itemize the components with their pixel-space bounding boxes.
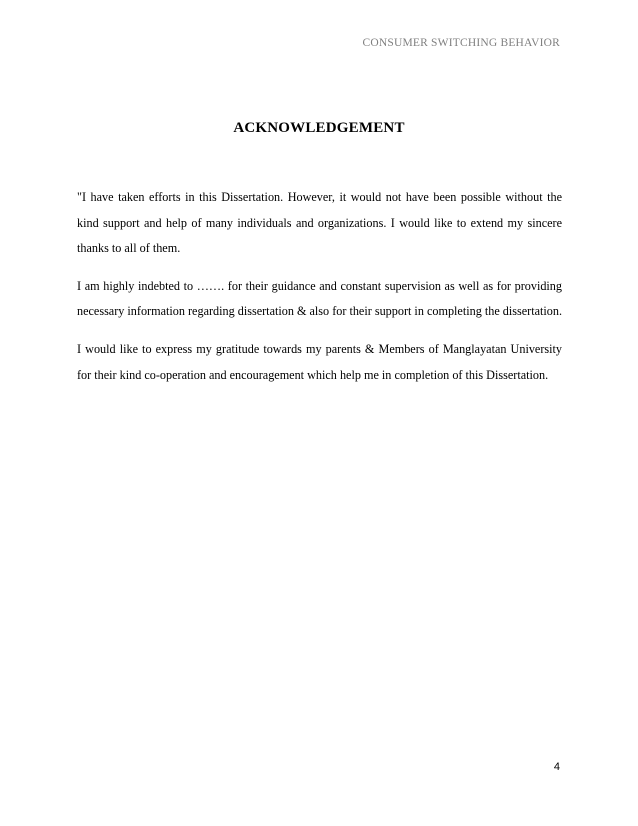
running-header: CONSUMER SWITCHING BEHAVIOR [362,37,560,49]
body-text [77,185,562,400]
paragraph: I would like to express my gratitude towards my parents & Members of Manglayatan University for their kind co-operation and encouragement which help me in completion of this Dissertation. [77,341,562,382]
paragraph: "I have taken efforts in this Dissertation. However, it would not have been possible without the kind support and help of many individuals and organizations. I would like to extend my sincere thanks to all of them. [77,190,562,256]
page-title: ACKNOWLEDGEMENT [233,120,405,136]
page-number: 4 [553,761,560,773]
paragraph: I am highly indebted to ……. for their guidance and constant supervision as well as for providing necessary information regarding dissertation & also for their support in completing the dissertation. [77,278,563,319]
